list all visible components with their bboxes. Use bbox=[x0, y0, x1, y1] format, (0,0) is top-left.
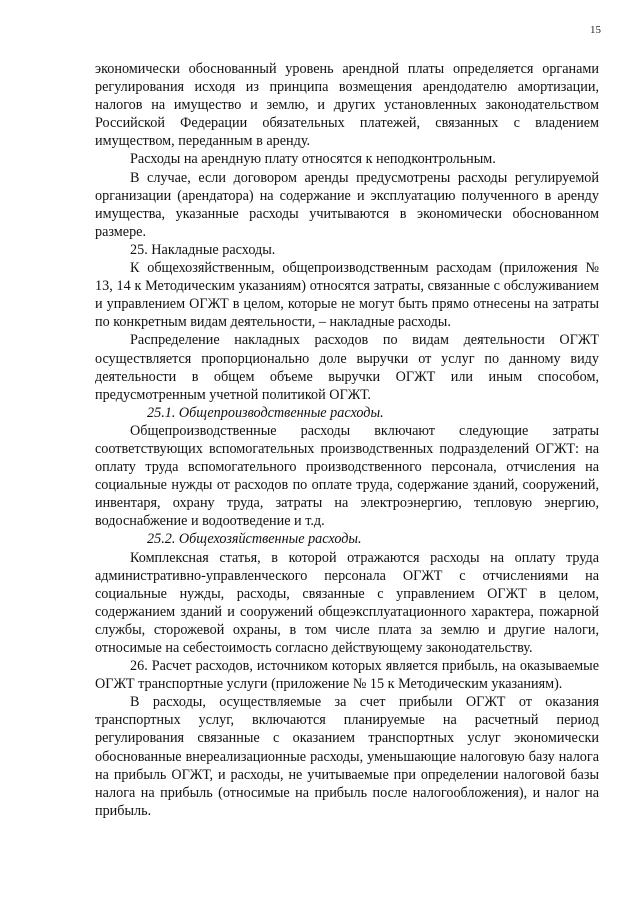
section-heading: 25.2. Общехозяйственные расходы. bbox=[147, 531, 362, 548]
paragraph: 25. Накладные расходы. bbox=[130, 241, 276, 258]
section-heading: 25.1. Общепроизводственные расходы. bbox=[147, 404, 384, 421]
paragraph: В расходы, осуществляемые за счет прибыли ОГЖТ от оказания транспортных услуг, включаются планируемые на расчетный период регулирования связанные с оказанием транспортных услуг экономически обоснованные внереализационные расходы, уменьшающие налоговую базу налога на прибыль ОГЖТ, и расходы, не учитываемые при определении налоговой базы налога на прибыль (относимые на прибыль после налогообложения), и налог на прибыль. bbox=[95, 694, 599, 819]
document-body bbox=[95, 60, 599, 820]
paragraph: 26. Расчет расходов, источником которых является прибыль, на оказываемые ОГЖТ транспортные услуги (приложение № 15 к Методическим указаниям). bbox=[95, 658, 599, 693]
paragraph: Расходы на арендную плату относятся к неподконтрольным. bbox=[130, 151, 496, 168]
paragraph: К общехозяйственным, общепроизводственным расходам (приложения № 13, 14 к Методическим указаниям) относятся затраты, связанные с обслуживанием и управлением ОГЖТ в целом, которые не могут быть прямо отнесены на затраты по конкретным видам деятельности, – накладные расходы. bbox=[95, 260, 599, 331]
paragraph: Общепроизводственные расходы включают следующие затраты соответствующих вспомогательных производственных подразделений ОГЖТ: на оплату труда вспомогательного производственного персонала, отчисления на социальные нужды от расходов по оплате труда, содержание зданий, сооружений, инвентаря, охрану труда, затраты на электроэнергию, тепловую энергию, водоснабжение и водоотведение и т.д. bbox=[95, 422, 599, 530]
page-number: 15 bbox=[590, 24, 601, 36]
paragraph: Распределение накладных расходов по видам деятельности ОГЖТ осуществляется пропорционально доле выручки от услуг по данному виду деятельности в общем объеме выручки ОГЖТ или иным способом, предусмотренным учетной политикой ОГЖТ. bbox=[95, 332, 599, 403]
paragraph: Комплексная статья, в которой отражаются расходы на оплату труда административно-управленческого персонала ОГЖТ с отчислениями на социальные нужды, расходы, связанные с управлением ОГЖТ в целом, содержанием зданий и сооружений общеэксплуатационного характера, пожарной службы, сторожевой охраны, в том числе плата за землю и другие налоги, относимые на себестоимость согласно действующему законодательству. bbox=[95, 549, 599, 656]
paragraph: экономически обоснованный уровень арендной платы определяется органами регулирования исходя из принципа возмещения арендодателю амортизации, налогов на имущество и землю, и других установленных законодательством Российской Федерации обязательных платежей, связанных с владением имуществом, переданным в аренду. bbox=[95, 61, 599, 150]
paragraph: В случае, если договором аренды предусмотрены расходы регулируемой организации (арендатора) на содержание и эксплуатацию полученного в аренду имущества, указанные расходы учитываются в экономически обоснованном размере. bbox=[95, 169, 599, 240]
